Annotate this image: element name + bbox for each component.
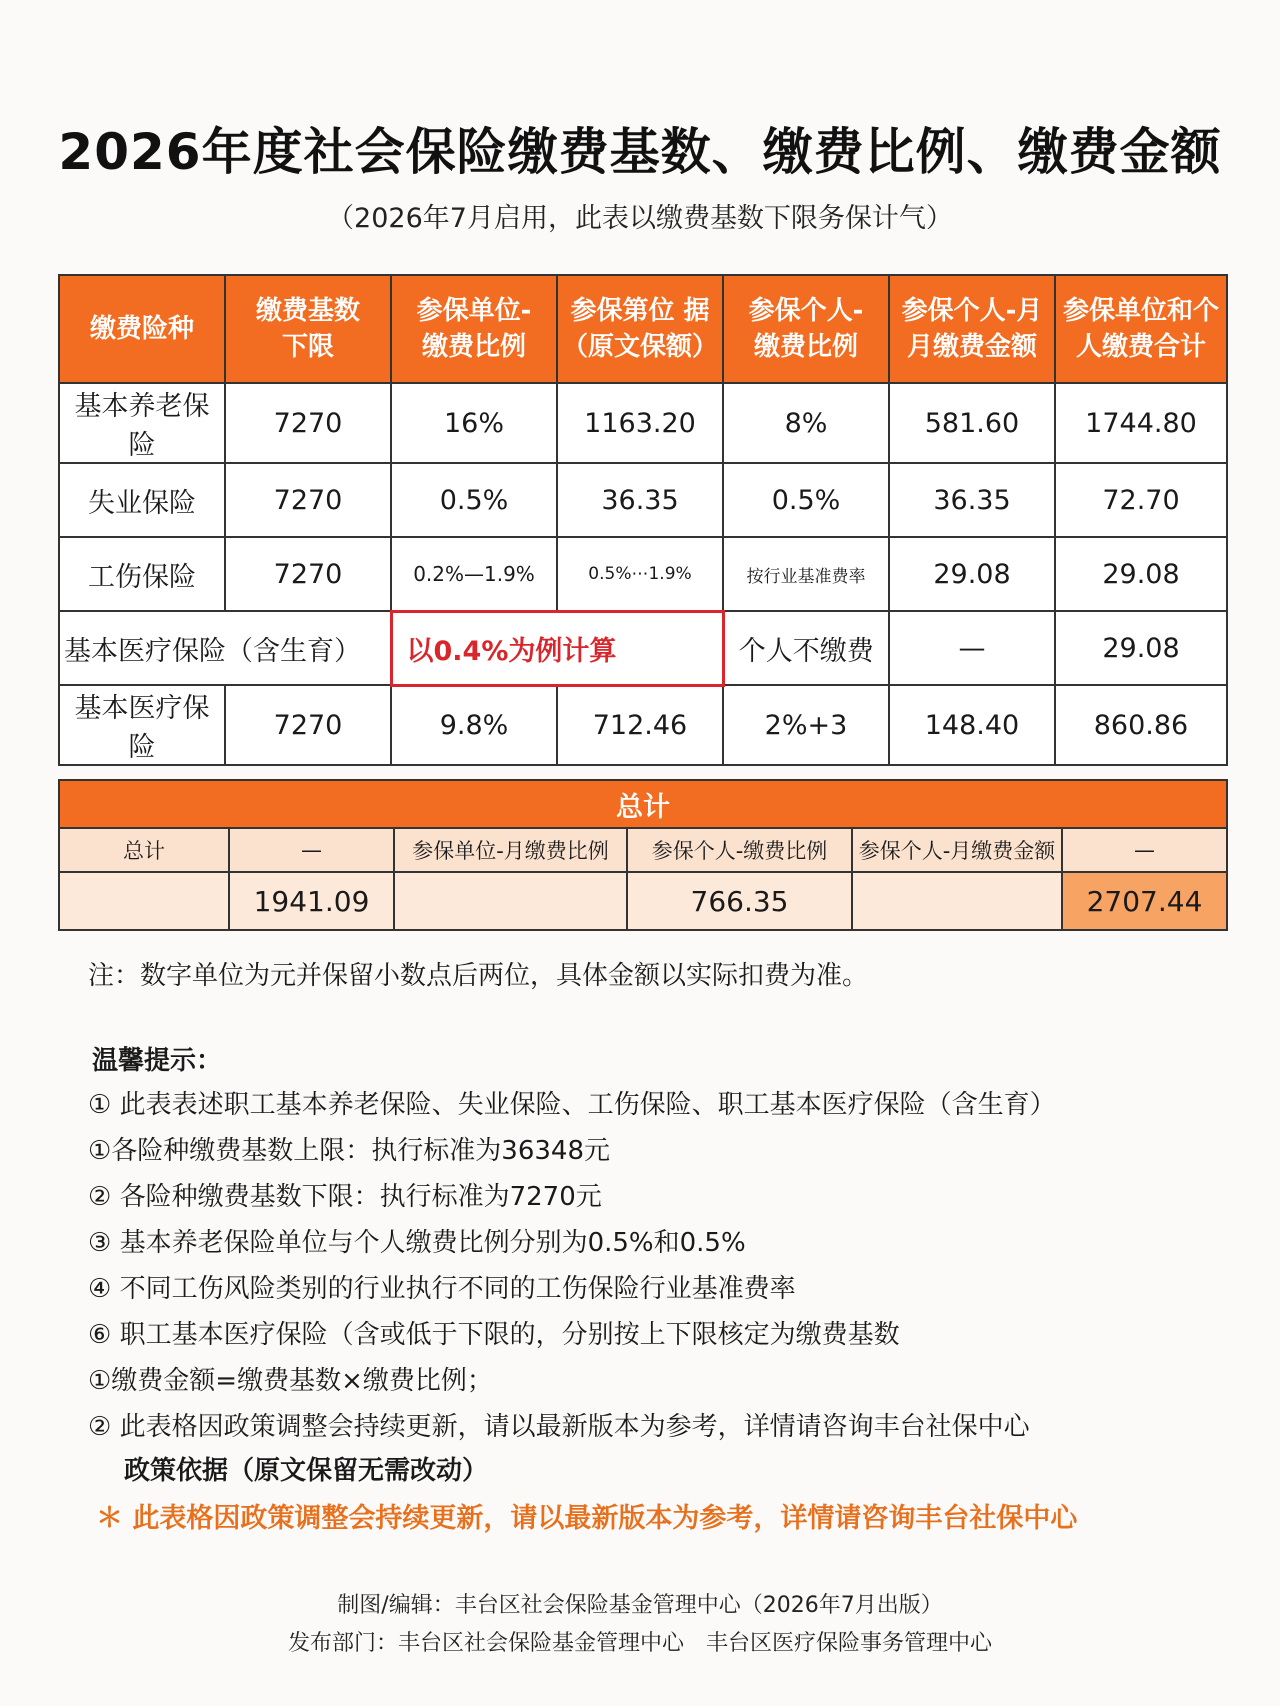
table-cell: 基本医疗保险 [59,685,225,765]
table-cell: 0.5% [391,463,557,537]
tip-item: ④ 不同工伤风险类别的行业执行不同的工伤保险行业基准费率 [88,1274,796,1304]
header-base-lower-limit: 缴费基数 下限 [225,275,391,383]
table-row [59,611,1227,685]
table-cell: 7270 [225,537,391,611]
tips-title: 温馨提示： [92,1046,223,1076]
footnote: 注：数字单位为元并保留小数点后两位，具体金额以实际扣费为准。 [88,961,869,991]
update-notice: ＊ 此表格因政策调整会持续更新，请以最新版本为参考，详情请咨询丰台社保中心 [96,1503,1078,1534]
summary-value: 766.35 [627,872,852,930]
table-cell: 工伤保险 [59,537,225,611]
page-title: 2026年度社会保险缴费基数、缴费比例、缴费金额 [58,123,1222,181]
table-cell: 72.70 [1055,463,1227,537]
table-cell: 860.86 [1055,685,1227,765]
tip-item: ①缴费金额=缴费基数×缴费比例； [88,1366,493,1396]
table-cell: 0.2%—1.9% [391,537,557,611]
table-cell: 29.08 [1055,537,1227,611]
table-cell: 基本医疗保险（含生育） [59,611,391,685]
table-cell: 9.8% [391,685,557,765]
contribution-table [58,274,1228,766]
table-cell: 148.40 [889,685,1055,765]
table-cell: 712.46 [557,685,723,765]
example-rate-note: 以0.4%为例计算 [391,611,723,685]
header-employer-amount: 参保第位 据 （原文保额） [557,275,723,383]
summary-value [59,872,229,930]
table-cell: 1744.80 [1055,383,1227,463]
table-row [59,537,1227,611]
header-insurance-type: 缴费险种 [59,275,225,383]
policy-basis: 政策依据（原文保留无需改动） [124,1456,489,1486]
summary-label: — [1062,828,1227,872]
header-personal-monthly-amount: 参保个人-月 月缴费金额 [889,275,1055,383]
summary-value [394,872,627,930]
table-cell: 7270 [225,383,391,463]
tip-item: ② 此表格因政策调整会持续更新，请以最新版本为参考，详情请咨询丰台社保中心 [88,1412,1030,1442]
table-row [59,383,1227,463]
table-cell: 7270 [225,685,391,765]
tip-item: ① 此表表述职工基本养老保险、失业保险、工伤保险、职工基本医疗保险（含生育） [88,1090,1056,1120]
summary-value: 1941.09 [229,872,394,930]
summary-table [58,779,1228,931]
table-header-row [59,275,1227,383]
tip-item: ③ 基本养老保险单位与个人缴费比例分别为0.5%和0.5% [88,1228,746,1258]
table-cell: 失业保险 [59,463,225,537]
table-cell: 0.5%⋯1.9% [557,537,723,611]
summary-label: 参保单位-月缴费比例 [394,828,627,872]
credit-editor: 制图/编辑：丰台区社会保险基金管理中心（2026年7月出版） [337,1593,943,1618]
table-cell: 29.08 [1055,611,1227,685]
table-cell: 1163.20 [557,383,723,463]
table-cell: 8% [723,383,889,463]
table-cell: 16% [391,383,557,463]
summary-label: 总计 [59,828,229,872]
summary-heading: 总计 [59,780,1227,828]
tip-item: ⑥ 职工基本医疗保险（含或低于下限的，分别按上下限核定为缴费基数 [88,1320,900,1350]
summary-label-row [59,828,1227,872]
grand-total-value: 2707.44 [1062,872,1227,930]
table-cell: 7270 [225,463,391,537]
table-cell: 36.35 [889,463,1055,537]
table-cell: 36.35 [557,463,723,537]
summary-label: 参保个人-缴费比例 [627,828,852,872]
table-cell: 基本养老保险 [59,383,225,463]
table-cell: 个人不缴费 [723,611,889,685]
header-employer-rate: 参保单位- 缴费比例 [391,275,557,383]
table-cell: 581.60 [889,383,1055,463]
summary-label: 参保个人-月缴费金额 [852,828,1062,872]
table-row [59,685,1227,765]
table-cell: 按行业基准费率 [723,537,889,611]
table-cell: — [889,611,1055,685]
credit-publisher: 发布部门：丰台区社会保险基金管理中心 丰台区医疗保险事务管理中心 [287,1631,992,1656]
table-cell: 0.5% [723,463,889,537]
table-cell: 29.08 [889,537,1055,611]
tip-item: ② 各险种缴费基数下限：执行标准为7270元 [88,1182,602,1212]
summary-value-row [59,872,1227,930]
summary-value [852,872,1062,930]
table-row [59,463,1227,537]
table-cell: 2%+3 [723,685,889,765]
header-personal-rate: 参保个人- 缴费比例 [723,275,889,383]
tips-list [88,1082,1208,1450]
page-subtitle: （2026年7月启用，此表以缴费基数下限务保计气） [327,203,953,234]
tip-item: ①各险种缴费基数上限：执行标准为36348元 [88,1136,611,1166]
header-total: 参保单位和个 人缴费合计 [1055,275,1227,383]
summary-label: — [229,828,394,872]
